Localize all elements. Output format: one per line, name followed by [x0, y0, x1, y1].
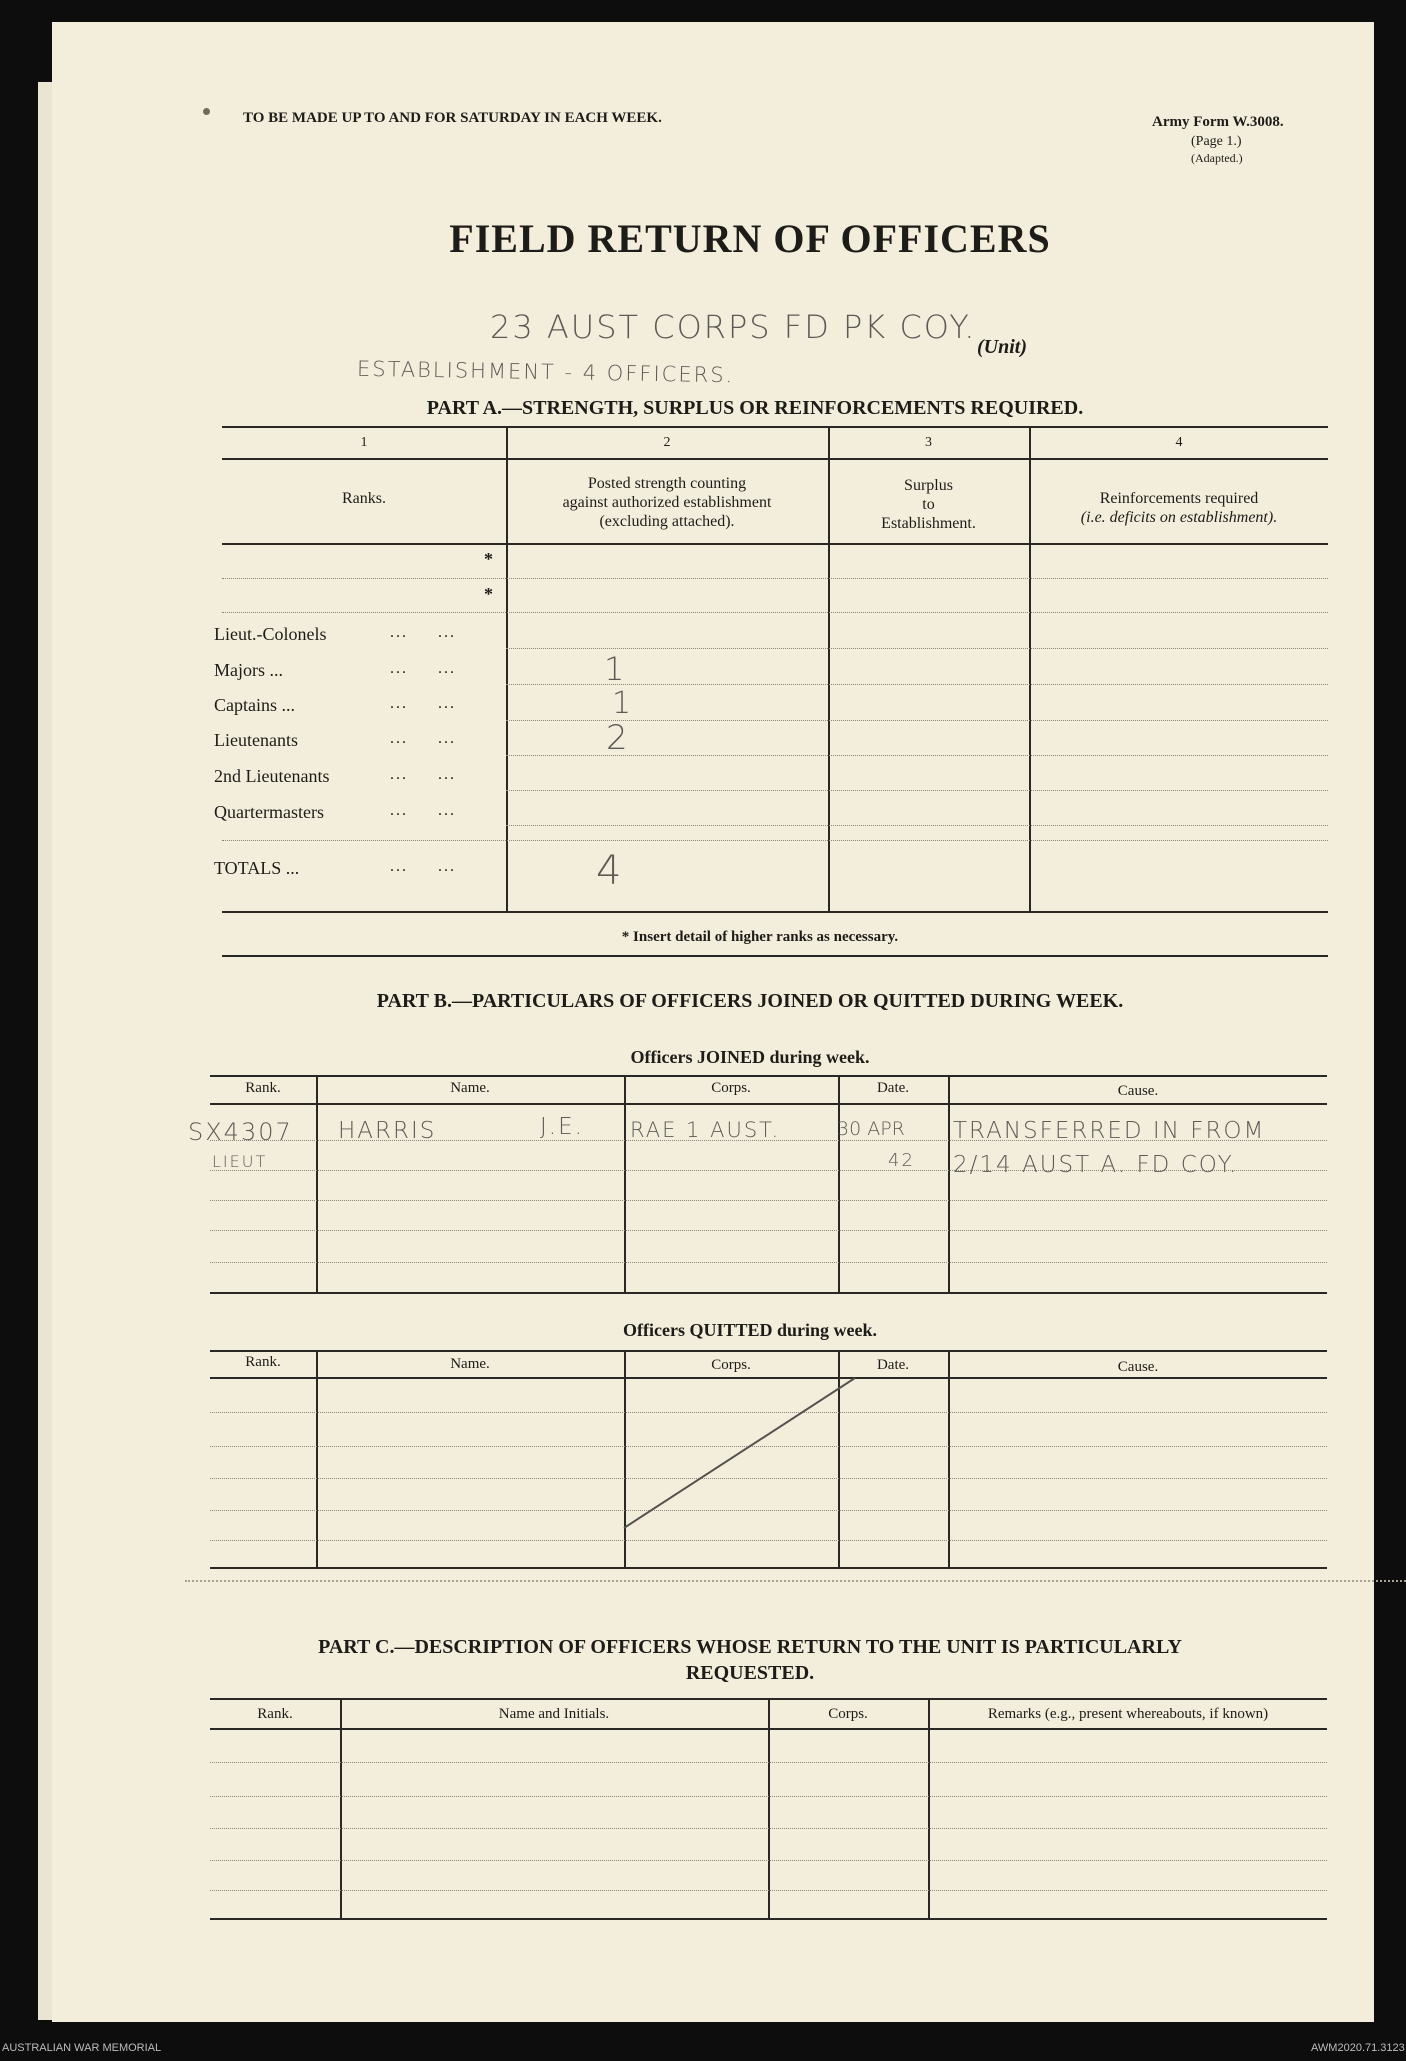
column-number-1: 1 [360, 435, 368, 450]
perforation-line [185, 1580, 1406, 1582]
rank-majors: Majors ... [214, 660, 283, 680]
footer-source: AUSTRALIAN WAR MEMORIAL [2, 2042, 162, 2054]
unit-value: 23 AUST CORPS FD PK COY. [490, 308, 977, 346]
posted-captains: 1 [612, 686, 634, 721]
col-posted-header-2: against authorized establishment [562, 494, 772, 511]
joined-initials: J.E. [540, 1114, 584, 1140]
quitted-col-corps: Corps. [711, 1357, 751, 1373]
joined-col-cause: Cause. [1117, 1083, 1159, 1099]
col-reinf-header-2: (i.e. deficits on establishment). [1080, 509, 1278, 526]
page-title: FIELD RETURN OF OFFICERS [449, 216, 1051, 261]
joined-rank: LIEUT [212, 1152, 268, 1171]
joined-col-rank: Rank. [245, 1080, 281, 1096]
column-divider [768, 1698, 770, 1918]
rank-captains: Captains ... [214, 695, 295, 715]
joined-col-name: Name. [450, 1080, 490, 1096]
col-surplus-header-2: to [922, 496, 935, 513]
part-c-heading-line-1: PART C.—DESCRIPTION OF OFFICERS WHOSE RETURN TO THE UNIT IS PARTICULARLY [318, 1636, 1182, 1658]
part-a-heading: PART A.—STRENGTH, SURPLUS OR REINFORCEMENTS REQUIRED. [426, 397, 1084, 419]
instruction-text: TO BE MADE UP TO AND FOR SATURDAY IN EACH WEEK. [243, 110, 662, 126]
joined-col-date: Date. [876, 1080, 910, 1096]
unit-label: (Unit) [977, 336, 1027, 358]
quitted-title: Officers QUITTED during week. [623, 1320, 877, 1340]
part-c-col-corps: Corps. [828, 1706, 868, 1722]
column-number-2: 2 [663, 435, 671, 450]
quitted-col-name: Name. [450, 1356, 490, 1372]
part-c-bottom-rule [210, 1918, 1327, 1920]
col-posted-header-3: (excluding attached). [599, 513, 735, 530]
column-number-3: 3 [925, 435, 932, 450]
leader-dots: ... ... [390, 858, 456, 875]
col-surplus-header-1: Surplus [904, 477, 953, 494]
leader-dots: ... ... [390, 624, 456, 641]
joined-service-number: SX4307 [188, 1118, 293, 1146]
part-c-col-remarks: Remarks (e.g., present whereabouts, if known) [987, 1706, 1269, 1722]
row-rule [210, 1762, 1327, 1763]
rank-2nd-lieutenants: 2nd Lieutenants [214, 766, 330, 786]
part-c-heading-line-2: REQUESTED. [685, 1662, 815, 1684]
star-marker-1: * [484, 549, 493, 569]
col-posted-header-1: Posted strength counting [587, 475, 747, 492]
row-rule [210, 1796, 1327, 1797]
leader-dots: ... ... [390, 695, 456, 712]
star-marker-2: * [484, 584, 493, 604]
part-a-footnote: * Insert detail of higher ranks as necessary. [621, 929, 899, 945]
col-reinf-header-1: Reinforcements required [1099, 490, 1259, 507]
joined-col-corps: Corps. [711, 1080, 751, 1096]
part-c-col-name: Name and Initials. [498, 1706, 610, 1722]
column-divider [928, 1698, 930, 1918]
joined-name: HARRIS [338, 1118, 437, 1144]
row-rule [210, 1860, 1327, 1861]
adapted-label: (Adapted.) [1191, 151, 1243, 165]
quitted-col-date: Date. [876, 1357, 910, 1373]
row-rule [210, 1828, 1327, 1829]
joined-date-year: 42 [888, 1150, 915, 1171]
joined-cause-line-2: 2/14 AUST A. FD COY. [953, 1152, 1239, 1178]
joined-title: Officers JOINED during week. [630, 1047, 870, 1067]
joined-corps: RAE 1 AUST. [630, 1118, 781, 1142]
totals-label: TOTALS ... [214, 858, 300, 878]
posted-majors: 1 [604, 650, 627, 688]
rank-lieut-colonels: Lieut.-Colonels [214, 624, 327, 644]
part-b-heading: PART B.—PARTICULARS OF OFFICERS JOINED OR QUITTED DURING WEEK. [376, 990, 1124, 1012]
establishment-note: ESTABLISHMENT - 4 OFFICERS. [356, 356, 735, 388]
quitted-col-cause: Cause. [1117, 1359, 1159, 1375]
form-number: Army Form W.3008. [1152, 114, 1284, 130]
leader-dots: ... ... [390, 766, 456, 783]
footer-accession-number: AWM2020.71.3123 [1311, 2042, 1405, 2054]
leader-dots: ... ... [390, 730, 456, 747]
column-divider [340, 1698, 342, 1918]
page-label: (Page 1.) [1191, 134, 1242, 149]
column-number-4: 4 [1175, 435, 1183, 450]
leader-dots: ... ... [390, 802, 456, 819]
col-ranks-header: Ranks. [342, 490, 386, 507]
col-surplus-header-3: Establishment. [881, 515, 976, 532]
leader-dots: ... ... [390, 660, 456, 677]
posted-totals: 4 [596, 848, 624, 894]
part-c-col-rank: Rank. [257, 1706, 293, 1722]
quitted-col-rank: Rank. [245, 1354, 281, 1370]
rank-quartermasters: Quartermasters [214, 802, 324, 822]
row-rule [210, 1890, 1327, 1891]
posted-lieutenants: 2 [606, 718, 630, 758]
rank-lieutenants: Lieutenants [214, 730, 298, 750]
joined-date-day: 30 APR [837, 1118, 905, 1140]
joined-cause-line-1: TRANSFERRED IN FROM [953, 1118, 1266, 1144]
